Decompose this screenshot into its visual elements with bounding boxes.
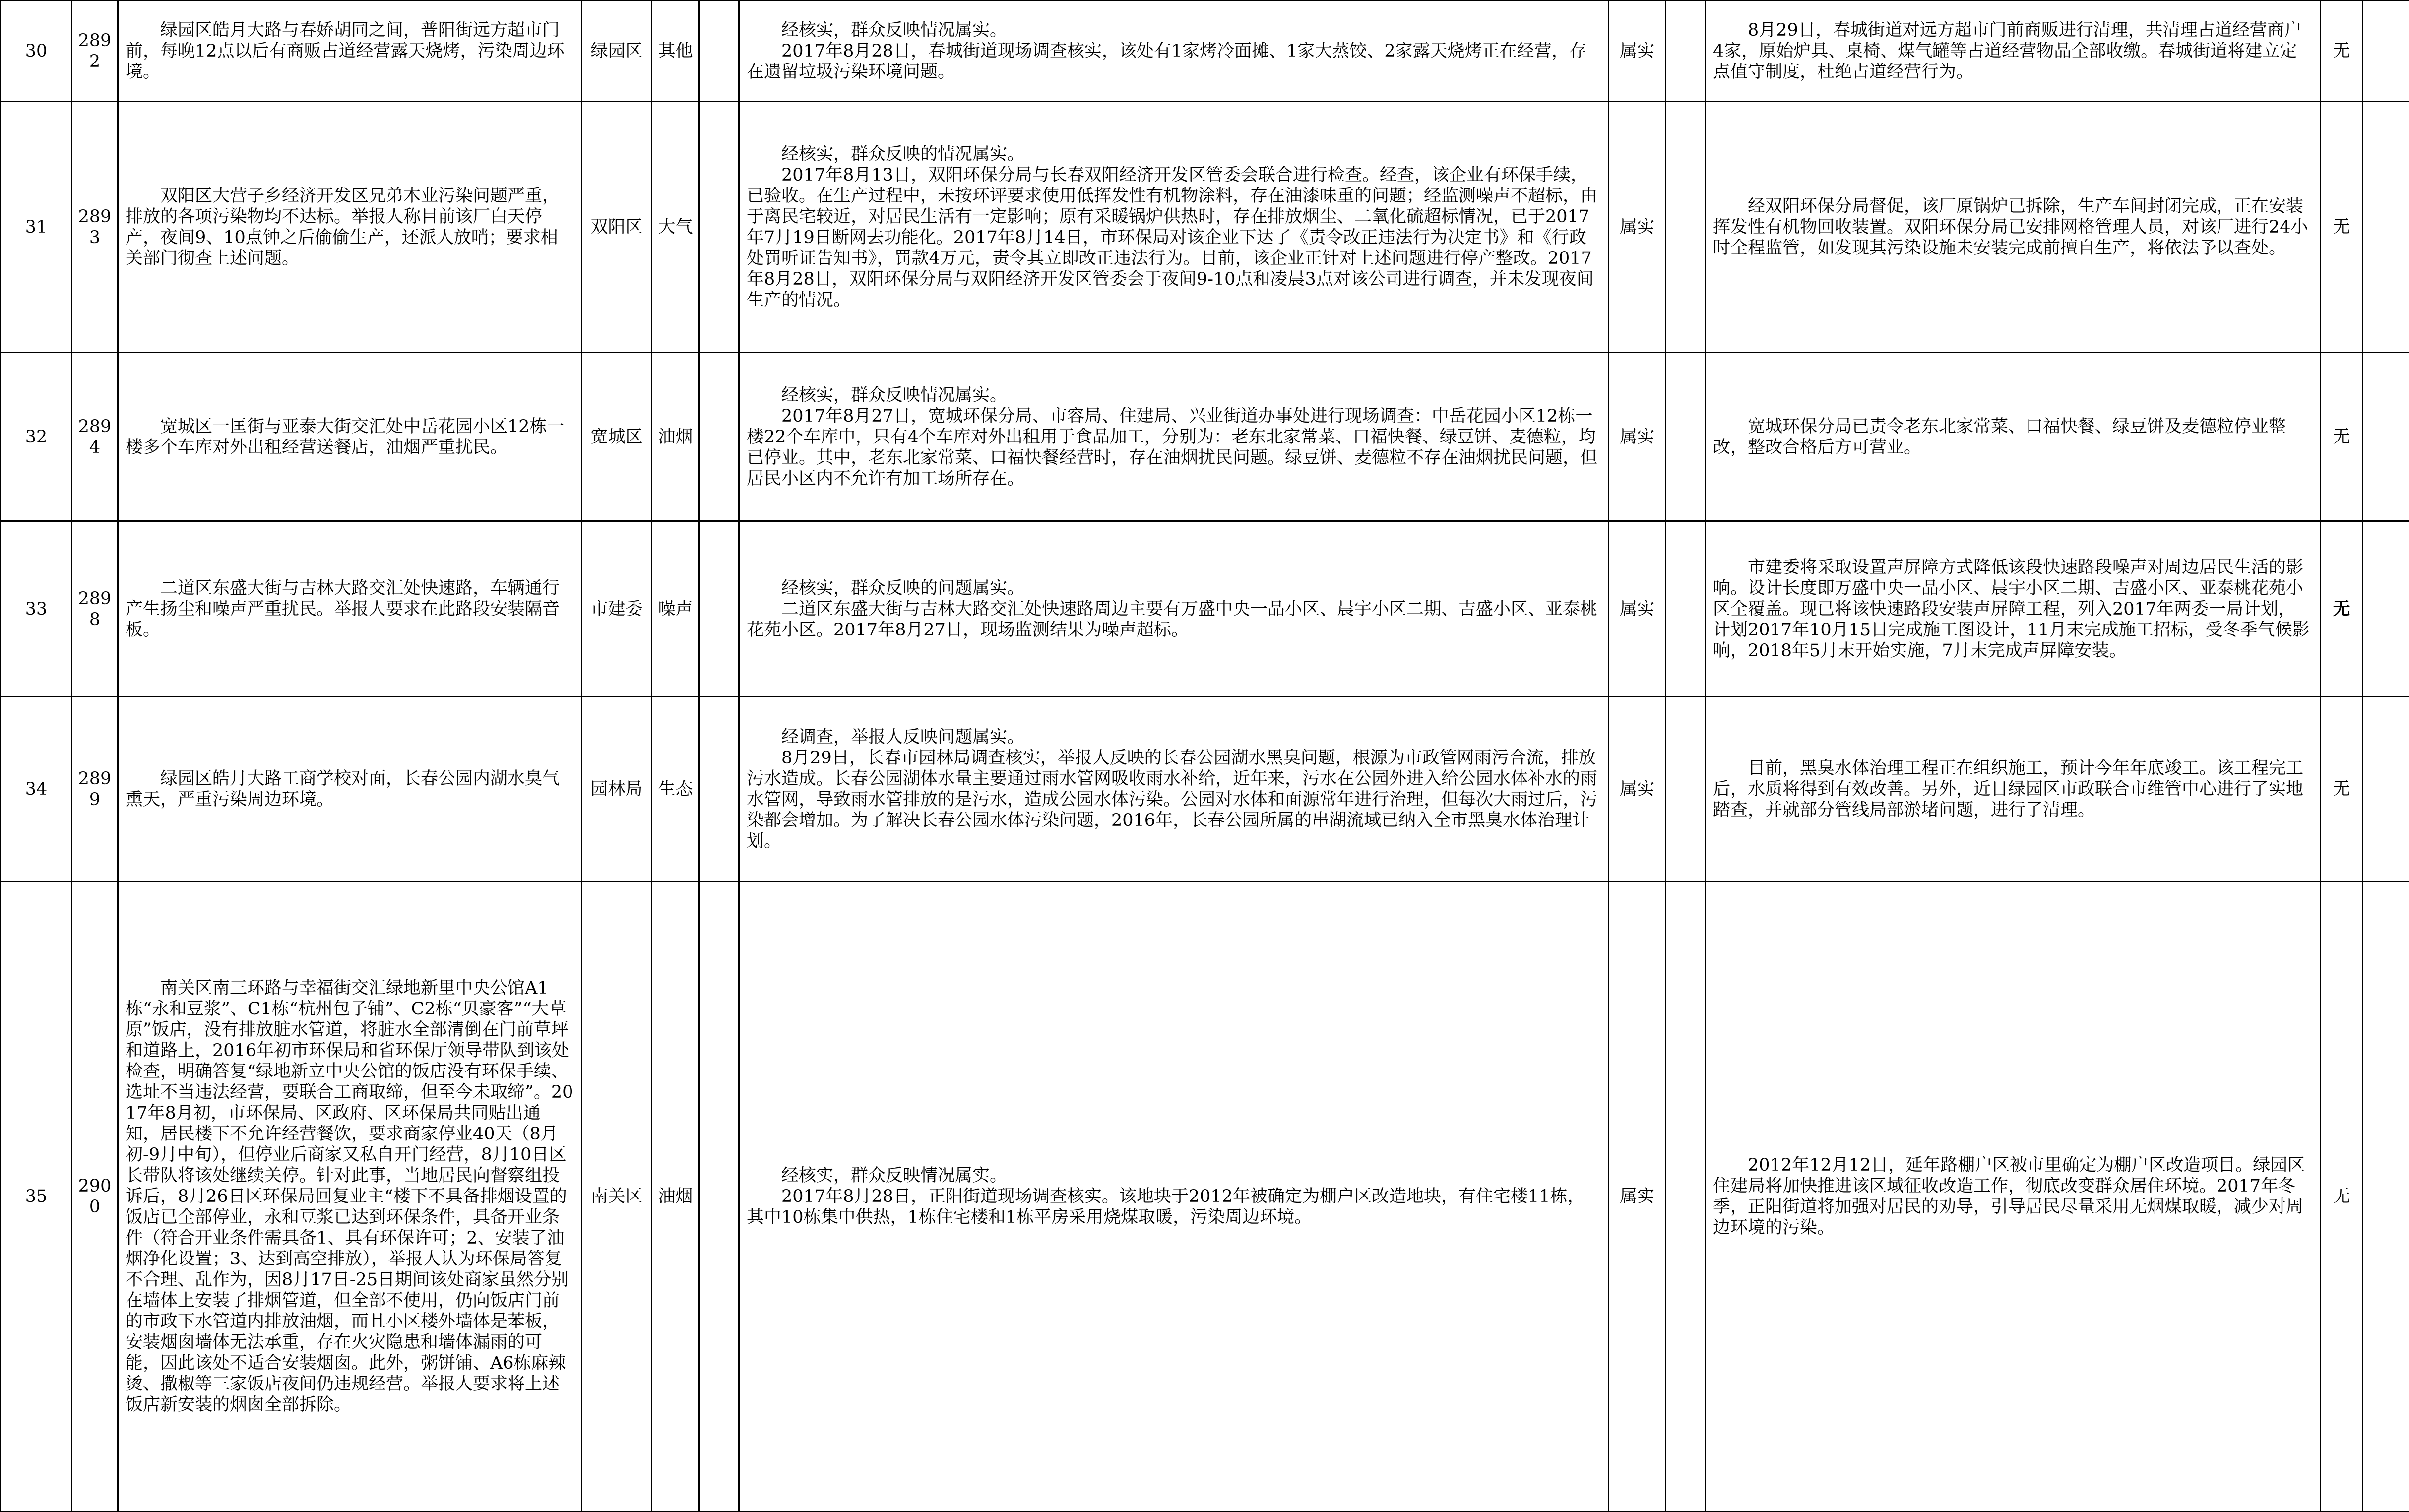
accountability-cell: [2321, 521, 2363, 697]
investigation-text: 2017年8月13日，双阳环保分局与长春双阳经济开发区管委会联合进行检查。经查，该企业有环保手续，已验收。在生产过程中，未按环评要求使用低挥发性有机物涂料，存在油漆味重的问题；经监测噪声不超标，由于离民宅较近，对居民生活有一定影响；原有采暖锅炉供热时，存在排放烟尘、二氧化硫超标情况，已于2017年7月19日断网去功能化。2017年8月14日，市环保局对该企业下达了《责令改正违法行为决定书》和《行政处罚听证告知书》，罚款4万元，责令其立即改正违法行为。目前，该企业正针对上述问题进行停产整改。2017年8月28日，双阳环保分局与双阳经济开发区管委会于夜间9-10点和凌晨3点对该公司进行调查，并未发现夜间生产的情况。: [747, 165, 1601, 311]
complaint-cell: [118, 102, 582, 353]
complaint-text: 绿园区皓月大路与春娇胡同之间，普阳街远方超市门前，每晚12点以后有商贩占道经营露天烧烤，污染周边环境。: [126, 20, 574, 82]
investigation-text: 8月29日，长春市园林局调查核实，举报人反映的长春公园湖水黑臭问题，根源为市政管网雨污合流，排放污水造成。长春公园湖体水量主要通过雨水管网吸收雨水补给，近年来，污水在公园外进入给公园水体补水的雨水管网，导致雨水管排放的是污水，造成公园水体污染。公园对水体和面源常年进行治理，但每次大雨过后，污染都会增加。为了解决长春公园水体污染问题，2016年，长春公园所属的串湖流域已纳入全市黑臭水体治理计划。: [747, 748, 1601, 852]
investigation-text: 经核实，群众反映情况属实。: [747, 20, 1601, 41]
accountability-cell: [2321, 1, 2363, 102]
empty-cell: [2363, 697, 2409, 882]
complaint-code: 2893: [78, 207, 112, 248]
district: 园林局: [590, 779, 642, 799]
verdict: 属实: [1620, 779, 1654, 799]
category: 其他: [658, 41, 693, 61]
complaint-cell: [118, 882, 582, 1512]
verdict-cell: [1609, 697, 1666, 882]
accountability-cell: [2321, 353, 2363, 521]
district: 宽城区: [590, 427, 642, 447]
empty-cell: [1666, 882, 1706, 1512]
empty-cell: [699, 353, 739, 521]
investigation-cell: [739, 697, 1609, 882]
verdict-cell: [1609, 353, 1666, 521]
category-cell: [652, 882, 699, 1512]
investigation-cell: [739, 882, 1609, 1512]
seq-cell: [1, 102, 72, 353]
investigation-text: 经核实，群众反映的问题属实。: [747, 578, 1601, 599]
code-cell: [72, 882, 118, 1512]
accountability: 无: [2333, 599, 2350, 619]
category: 生态: [658, 779, 693, 799]
handling-cell: [1706, 521, 2321, 697]
seq-number: 32: [25, 427, 48, 447]
district-cell: [582, 102, 652, 353]
seq-number: 31: [25, 217, 48, 237]
category: 油烟: [658, 427, 693, 447]
accountability-cell: [2321, 697, 2363, 882]
complaint-code: 2892: [78, 31, 112, 71]
empty-cell: [699, 882, 739, 1512]
investigation-text: 2017年8月27日，宽城环保分局、市容局、住建局、兴业街道办事处进行现场调查：中岳花园小区12栋一楼22个车库中，只有4个车库对外出租用于食品加工，分别为：老东北家常菜、口福快餐、绿豆饼、麦德粒，均已停业。其中，老东北家常菜、口福快餐经营时，存在油烟扰民问题。绿豆饼、麦德粒不存在油烟扰民问题，但居民小区内不允许有加工场所存在。: [747, 406, 1601, 489]
accountability: 无: [2333, 1187, 2350, 1206]
empty-cell: [699, 521, 739, 697]
investigation-text: 经核实，群众反映的情况属实。: [747, 144, 1601, 165]
district-cell: [582, 1, 652, 102]
empty-cell: [2363, 1, 2409, 102]
empty-cell: [699, 697, 739, 882]
district: 市建委: [590, 599, 642, 619]
empty-cell: [1666, 102, 1706, 353]
category-cell: [652, 353, 699, 521]
handling-text: 经双阳环保分局督促，该厂原锅炉已拆除，生产车间封闭完成，正在安装挥发性有机物回收装置。双阳环保分局已安排网格管理人员，对该厂进行24小时全程监管，如发现其污染设施未安装完成前擅自生产，将依法予以查处。: [1713, 196, 2313, 258]
investigation-text: 2017年8月28日，正阳街道现场调查核实。该地块于2012年被确定为棚户区改造地块，有住宅楼11栋，其中10栋集中供热，1栋住宅楼和1栋平房采用烧煤取暖，污染周边环境。: [747, 1186, 1601, 1228]
investigation-text: 经调查，举报人反映问题属实。: [747, 727, 1601, 748]
category-cell: [652, 697, 699, 882]
table-row: [1, 102, 2409, 353]
code-cell: [72, 353, 118, 521]
seq-number: 34: [25, 779, 48, 799]
complaint-cell: [118, 353, 582, 521]
empty-cell: [2363, 353, 2409, 521]
district-cell: [582, 882, 652, 1512]
empty-cell: [1666, 521, 1706, 697]
table-body: [1, 1, 2409, 1512]
seq-cell: [1, 353, 72, 521]
table-row: [1, 882, 2409, 1512]
complaint-text: 绿园区皓月大路工商学校对面，长春公园内湖水臭气熏天，严重污染周边环境。: [126, 768, 574, 810]
empty-cell: [699, 1, 739, 102]
complaint-cell: [118, 1, 582, 102]
table-row: [1, 1, 2409, 102]
handling-text: 8月29日，春城街道对远方超市门前商贩进行清理，共清理占道经营商户4家，原始炉具、桌椅、煤气罐等占道经营物品全部收缴。春城街道将建立定点值守制度，杜绝占道经营行为。: [1713, 20, 2313, 82]
investigation-text: 经核实，群众反映情况属实。: [747, 385, 1601, 406]
category-cell: [652, 1, 699, 102]
empty-cell: [2363, 521, 2409, 697]
empty-cell: [1666, 697, 1706, 882]
seq-cell: [1, 521, 72, 697]
verdict: 属实: [1620, 41, 1654, 61]
complaint-code: 2898: [78, 589, 112, 630]
category: 油烟: [658, 1187, 693, 1206]
complaint-code: 2894: [78, 417, 112, 457]
district: 绿园区: [590, 41, 642, 61]
verdict: 属实: [1620, 217, 1654, 237]
investigation-cell: [739, 353, 1609, 521]
table-row: [1, 697, 2409, 882]
category-cell: [652, 102, 699, 353]
complaint-text: 双阳区大营子乡经济开发区兄弟木业污染问题严重，排放的各项污染物均不达标。举报人称目前该厂白天停产，夜间9、10点钟之后偷偷生产，还派人放哨；要求相关部门彻查上述问题。: [126, 186, 574, 269]
accountability-cell: [2321, 102, 2363, 353]
seq-cell: [1, 1, 72, 102]
code-cell: [72, 102, 118, 353]
empty-cell: [1666, 1, 1706, 102]
empty-cell: [2363, 102, 2409, 353]
complaint-cell: [118, 697, 582, 882]
code-cell: [72, 521, 118, 697]
district-cell: [582, 521, 652, 697]
verdict-cell: [1609, 102, 1666, 353]
investigation-cell: [739, 1, 1609, 102]
accountability: 无: [2333, 779, 2350, 799]
table-row: [1, 521, 2409, 697]
empty-cell: [1666, 353, 1706, 521]
investigation-cell: [739, 521, 1609, 697]
complaint-text: 二道区东盛大街与吉林大路交汇处快速路，车辆通行产生扬尘和噪声严重扰民。举报人要求在此路段安装隔音板。: [126, 578, 574, 640]
district-cell: [582, 353, 652, 521]
complaint-text: 南关区南三环路与幸福街交汇绿地新里中央公馆A1栋“永和豆浆”、C1栋“杭州包子铺”、C2栋“贝豪客”“大草原”饭店，没有排放脏水管道，将脏水全部清倒在门前草坪和道路上，2016年初市环保局和省环保厅领导带队到该处检查，明确答复“绿地新立中央公馆的饭店没有环保手续、选址不当违法经营，要联合工商取缔，但至今未取缔”。2017年8月初，市环保局、区政府、区环保局共同贴出通知，居民楼下不允许经营餐饮，要求商家停业40天（8月初-9月中旬），但停业后商家又私自开门经营，8月10日区长带队将该处继续关停。针对此事，当地居民向督察组投诉后，8月26日区环保局回复业主“楼下不具备排烟设置的饭店已全部停业，永和豆浆已达到环保条件，具备开业条件（符合开业条件需具备1、具有环保许可；2、安装了油烟净化设置；3、达到高空排放），举报人认为环保局答复不合理、乱作为，因8月17日-25日期间该处商家虽然分别在墙体上安装了排烟管道，但全部不使用，仍向饭店门前的市政下水管道内排放油烟，而且小区楼外墙体是苯板，安装烟囱墙体无法承重，存在火灾隐患和墙体漏雨的可能，因此该处不适合安装烟囱。此外，粥饼铺、A6栋麻辣烫、撒椒等三家饭店夜间仍违规经营。举报人要求将上述饭店新安装的烟囱全部拆除。: [126, 978, 574, 1415]
accountability: 无: [2333, 41, 2350, 61]
district: 南关区: [590, 1187, 642, 1206]
accountability: 无: [2333, 217, 2350, 237]
verdict-cell: [1609, 1, 1666, 102]
empty-cell: [699, 102, 739, 353]
complaint-cell: [118, 521, 582, 697]
investigation-text: 2017年8月28日，春城街道现场调查核实，该处有1家烤冷面摊、1家大蒸饺、2家露天烧烤正在经营，存在遗留垃圾污染环境问题。: [747, 41, 1601, 82]
handling-cell: [1706, 102, 2321, 353]
verdict-cell: [1609, 521, 1666, 697]
code-cell: [72, 697, 118, 882]
category: 噪声: [658, 599, 693, 619]
seq-number: 35: [25, 1187, 48, 1206]
investigation-text: 经核实，群众反映情况属实。: [747, 1165, 1601, 1186]
table-row: [1, 353, 2409, 521]
district: 双阳区: [590, 217, 642, 237]
verdict: 属实: [1620, 599, 1654, 619]
seq-number: 33: [25, 599, 48, 619]
verdict: 属实: [1620, 1187, 1654, 1206]
verdict-cell: [1609, 882, 1666, 1512]
complaint-code: 2899: [78, 769, 112, 810]
category-cell: [652, 521, 699, 697]
handling-cell: [1706, 353, 2321, 521]
handling-text: 2012年12月12日，延年路棚户区被市里确定为棚户区改造项目。绿园区住建局将加快推进该区域征收改造工作，彻底改变群众居住环境。2017年冬季，正阳街道将加强对居民的劝导，引导居民尽量采用无烟煤取暖，减少对周边环境的污染。: [1713, 1155, 2313, 1238]
seq-number: 30: [25, 41, 48, 61]
empty-cell: [2363, 882, 2409, 1512]
handling-text: 目前，黑臭水体治理工程正在组织施工，预计今年年底竣工。该工程完工后，水质将得到有效改善。另外，近日绿园区市政联合市维管中心进行了实地踏查，并就部分管线局部淤堵问题，进行了清理。: [1713, 758, 2313, 820]
seq-cell: [1, 697, 72, 882]
accountability-cell: [2321, 882, 2363, 1512]
investigation-cell: [739, 102, 1609, 353]
investigation-text: 二道区东盛大街与吉林大路交汇处快速路周边主要有万盛中央一品小区、晨宇小区二期、吉盛小区、亚泰桃花苑小区。2017年8月27日，现场监测结果为噪声超标。: [747, 599, 1601, 640]
handling-cell: [1706, 882, 2321, 1512]
verdict: 属实: [1620, 427, 1654, 447]
handling-cell: [1706, 1, 2321, 102]
handling-cell: [1706, 697, 2321, 882]
category: 大气: [658, 217, 693, 237]
code-cell: [72, 1, 118, 102]
handling-text: 宽城环保分局已责令老东北家常菜、口福快餐、绿豆饼及麦德粒停业整改，整改合格后方可营业。: [1713, 416, 2313, 458]
complaint-code: 2900: [78, 1176, 112, 1217]
seq-cell: [1, 882, 72, 1512]
district-cell: [582, 697, 652, 882]
accountability: 无: [2333, 427, 2350, 447]
complaint-text: 宽城区一匡街与亚泰大街交汇处中岳花园小区12栋一楼多个车库对外出租经营送餐店，油烟严重扰民。: [126, 416, 574, 458]
handling-text: 市建委将采取设置声屏障方式降低该段快速路段噪声对周边居民生活的影响。设计长度即万盛中央一品小区、晨宇小区二期、吉盛小区、亚泰桃花苑小区全覆盖。现已将该快速路段安装声屏障工程，列入2017年两委一局计划，计划2017年10月15日完成施工图设计，11月末完成施工招标，受冬季气候影响，2018年5月末开始实施，7月末完成声屏障安装。: [1713, 557, 2313, 661]
